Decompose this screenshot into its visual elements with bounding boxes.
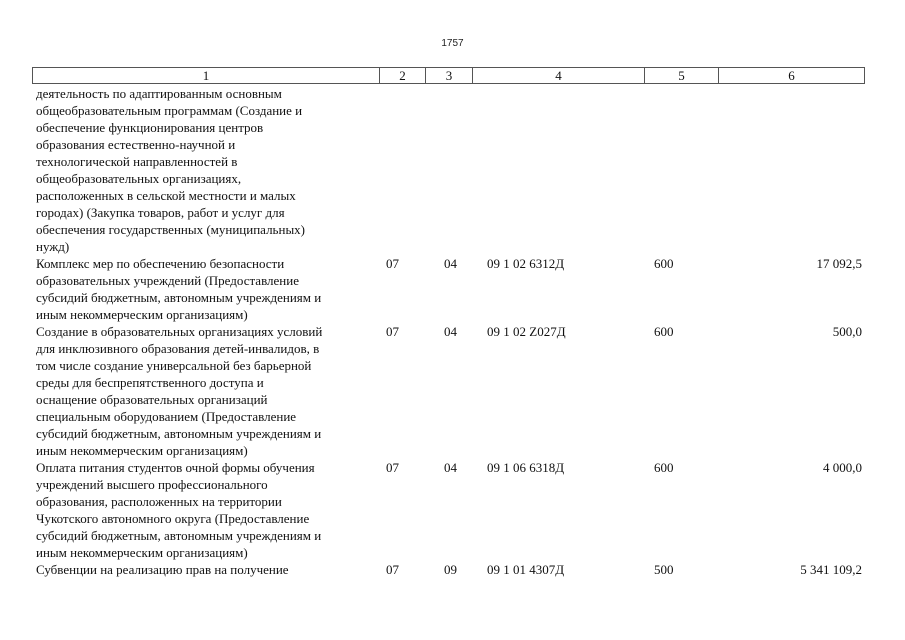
row-description: Оплата питания студентов очной формы обучения учреждений высшего профессионального образования, расположенных на территории Чукотского автономного округа (Предоставление субсидий бюджетным, автономным учреждениям и иным некоммерческим организациям) — [36, 460, 322, 560]
row-subsection: 04 — [444, 256, 457, 271]
row-section: 07 — [386, 460, 399, 475]
row-subsection: 09 — [444, 562, 457, 577]
row-target-code: 09 1 06 6318Д — [487, 460, 565, 475]
row-description: Комплекс мер по обеспечению безопасности образовательных учреждений (Предоставление субсидий бюджетным, автономным учреждениям и иным некоммерческим организациям) — [36, 256, 322, 322]
column-header-row — [32, 67, 865, 84]
column-header-3: 3 — [425, 68, 472, 83]
row-subsection: 04 — [444, 324, 457, 339]
row-section: 07 — [386, 256, 399, 271]
row-amount: 5 341 109,2 — [800, 562, 862, 577]
row-target-code: 09 1 01 4307Д — [487, 562, 565, 577]
column-header-2: 2 — [379, 68, 425, 83]
page-number: 1757 — [441, 38, 464, 49]
row-description: Создание в образовательных организациях условий для инклюзивного образования детей-инвалидов, в том числе создание универсальной без барьерной среды для беспрепятственного доступа и оснащение образовательных организаций специальным оборудованием (Предоставление субсидий бюджетным, автономным учреждениям и иным некоммерческим организациям) — [36, 324, 323, 458]
row-amount: 17 092,5 — [816, 256, 862, 271]
table-row — [32, 561, 863, 578]
table-row — [32, 255, 863, 323]
column-header-5: 5 — [644, 68, 718, 83]
table-row — [32, 85, 863, 255]
row-description: деятельность по адаптированным основным общеобразовательным программам (Создание и обеспечение функционирования центров образования естественно-научной и технологической направленностей в общеобразовательных организациях, расположенных в сельской местности и малых городах) (Закупка товаров, работ и услуг для обеспечения государственных (муниципальных) нужд) — [36, 86, 306, 254]
column-header-4: 4 — [472, 68, 644, 83]
table-row — [32, 459, 863, 561]
row-target-code: 09 1 02 Z027Д — [487, 324, 566, 339]
row-amount: 500,0 — [832, 324, 862, 339]
row-expense-type: 600 — [654, 460, 674, 475]
column-header-6: 6 — [718, 68, 864, 83]
column-header-1: 1 — [202, 68, 210, 83]
row-amount: 4 000,0 — [823, 460, 862, 475]
row-section: 07 — [386, 562, 399, 577]
row-section: 07 — [386, 324, 399, 339]
table-row — [32, 323, 863, 459]
table-body — [32, 85, 863, 578]
row-expense-type: 500 — [654, 562, 674, 577]
row-expense-type: 600 — [654, 324, 674, 339]
row-description: Субвенции на реализацию прав на получение — [36, 562, 289, 577]
row-target-code: 09 1 02 6312Д — [487, 256, 565, 271]
row-subsection: 04 — [444, 460, 457, 475]
row-expense-type: 600 — [654, 256, 674, 271]
